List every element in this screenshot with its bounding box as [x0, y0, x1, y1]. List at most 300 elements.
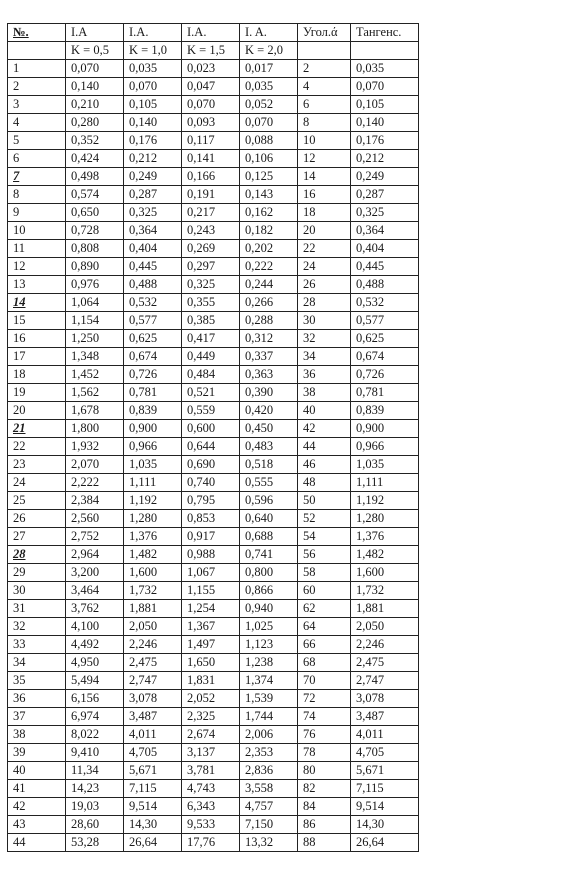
- cell-ia-k-1-5: 1,067: [182, 564, 240, 582]
- cell-tangent: 4,705: [351, 744, 419, 762]
- cell-ia-k-1-5: 1,254: [182, 600, 240, 618]
- cell-row-number: 3: [8, 96, 66, 114]
- cell-ia-k-0-5: 0,728: [66, 222, 124, 240]
- table-row: [8, 744, 419, 762]
- cell-ia-k-1-0: 1,482: [124, 546, 182, 564]
- cell-angle: 84: [298, 798, 351, 816]
- cell-ia-k-0-5: 1,932: [66, 438, 124, 456]
- cell-tangent: 0,035: [351, 60, 419, 78]
- cell-tangent: 0,287: [351, 186, 419, 204]
- cell-ia-k-2-0: 0,363: [240, 366, 298, 384]
- cell-ia-k-2-0: 0,596: [240, 492, 298, 510]
- cell-tangent: 0,105: [351, 96, 419, 114]
- cell-ia-k-0-5: 53,28: [66, 834, 124, 852]
- cell-ia-k-1-5: 0,740: [182, 474, 240, 492]
- cell-row-number: 23: [8, 456, 66, 474]
- cell-angle: 54: [298, 528, 351, 546]
- table-row: [8, 528, 419, 546]
- cell-ia-k-0-5: 1,452: [66, 366, 124, 384]
- cell-row-number: 1: [8, 60, 66, 78]
- cell-tangent: 1,482: [351, 546, 419, 564]
- cell-ia-k-1-0: 0,105: [124, 96, 182, 114]
- cell-tangent: 0,726: [351, 366, 419, 384]
- table-row: [8, 798, 419, 816]
- cell-ia-k-1-5: 1,367: [182, 618, 240, 636]
- cell-row-number: 43: [8, 816, 66, 834]
- cell-angle: 36: [298, 366, 351, 384]
- cell-tangent: 0,404: [351, 240, 419, 258]
- cell-ia-k-1-0: 9,514: [124, 798, 182, 816]
- table-row: [8, 438, 419, 456]
- cell-row-number: 26: [8, 510, 66, 528]
- cell-ia-k-1-0: 0,249: [124, 168, 182, 186]
- cell-ia-k-0-5: 5,494: [66, 672, 124, 690]
- cell-tangent: 0,176: [351, 132, 419, 150]
- cell-ia-k-2-0: 0,483: [240, 438, 298, 456]
- table-row: [8, 618, 419, 636]
- header-ia-3: I.A.: [182, 24, 240, 42]
- table-row: [8, 402, 419, 420]
- cell-ia-k-2-0: 1,374: [240, 672, 298, 690]
- cell-ia-k-1-5: 9,533: [182, 816, 240, 834]
- cell-ia-k-0-5: 0,976: [66, 276, 124, 294]
- cell-tangent: 0,488: [351, 276, 419, 294]
- cell-ia-k-0-5: 3,464: [66, 582, 124, 600]
- cell-ia-k-1-0: 1,376: [124, 528, 182, 546]
- cell-ia-k-1-0: 0,070: [124, 78, 182, 96]
- cell-ia-k-0-5: 1,064: [66, 294, 124, 312]
- cell-row-number: 9: [8, 204, 66, 222]
- cell-tangent: 0,212: [351, 150, 419, 168]
- table-row: [8, 690, 419, 708]
- cell-ia-k-1-5: 0,559: [182, 402, 240, 420]
- cell-ia-k-0-5: 4,950: [66, 654, 124, 672]
- table-row: [8, 834, 419, 852]
- cell-ia-k-1-0: 0,781: [124, 384, 182, 402]
- header-row-2: [8, 42, 419, 60]
- cell-ia-k-0-5: 2,384: [66, 492, 124, 510]
- cell-ia-k-2-0: 0,088: [240, 132, 298, 150]
- cell-ia-k-1-0: 1,280: [124, 510, 182, 528]
- cell-ia-k-1-5: 0,484: [182, 366, 240, 384]
- cell-row-number: 8: [8, 186, 66, 204]
- cell-ia-k-1-0: 2,747: [124, 672, 182, 690]
- cell-ia-k-0-5: 1,800: [66, 420, 124, 438]
- cell-row-number: 12: [8, 258, 66, 276]
- table-row: [8, 150, 419, 168]
- table-row: [8, 204, 419, 222]
- cell-ia-k-1-0: 0,140: [124, 114, 182, 132]
- cell-tangent: 0,839: [351, 402, 419, 420]
- cell-ia-k-1-5: 0,600: [182, 420, 240, 438]
- cell-row-number: 6: [8, 150, 66, 168]
- cell-ia-k-0-5: 0,650: [66, 204, 124, 222]
- cell-ia-k-1-0: 0,577: [124, 312, 182, 330]
- header-k-2-0: K = 2,0: [240, 42, 298, 60]
- table-row: [8, 420, 419, 438]
- table-row: [8, 168, 419, 186]
- table-row: [8, 474, 419, 492]
- table-row: [8, 816, 419, 834]
- cell-row-number: 16: [8, 330, 66, 348]
- cell-ia-k-2-0: 0,162: [240, 204, 298, 222]
- cell-angle: 86: [298, 816, 351, 834]
- cell-ia-k-0-5: 6,974: [66, 708, 124, 726]
- cell-row-number: 38: [8, 726, 66, 744]
- header-k-0-5: K = 0,5: [66, 42, 124, 60]
- cell-angle: 74: [298, 708, 351, 726]
- cell-ia-k-0-5: 1,348: [66, 348, 124, 366]
- cell-ia-k-2-0: 0,035: [240, 78, 298, 96]
- cell-ia-k-1-0: 1,035: [124, 456, 182, 474]
- cell-ia-k-1-0: 0,325: [124, 204, 182, 222]
- cell-ia-k-1-0: 0,035: [124, 60, 182, 78]
- cell-angle: 72: [298, 690, 351, 708]
- cell-ia-k-2-0: 0,555: [240, 474, 298, 492]
- cell-ia-k-1-5: 0,385: [182, 312, 240, 330]
- cell-ia-k-0-5: 2,070: [66, 456, 124, 474]
- cell-tangent: 1,600: [351, 564, 419, 582]
- cell-ia-k-2-0: 0,640: [240, 510, 298, 528]
- cell-angle: 78: [298, 744, 351, 762]
- cell-ia-k-0-5: 0,808: [66, 240, 124, 258]
- cell-tangent: 2,475: [351, 654, 419, 672]
- cell-tangent: 1,732: [351, 582, 419, 600]
- cell-tangent: 0,674: [351, 348, 419, 366]
- cell-ia-k-1-5: 0,269: [182, 240, 240, 258]
- cell-ia-k-1-5: 3,781: [182, 762, 240, 780]
- table-row: [8, 132, 419, 150]
- cell-row-number: 39: [8, 744, 66, 762]
- cell-ia-k-1-5: 0,191: [182, 186, 240, 204]
- cell-ia-k-0-5: 2,560: [66, 510, 124, 528]
- table-row: [8, 186, 419, 204]
- table-row: [8, 348, 419, 366]
- cell-angle: 14: [298, 168, 351, 186]
- cell-ia-k-2-0: 0,688: [240, 528, 298, 546]
- cell-ia-k-1-0: 0,839: [124, 402, 182, 420]
- cell-ia-k-1-0: 0,404: [124, 240, 182, 258]
- cell-ia-k-2-0: 0,940: [240, 600, 298, 618]
- cell-ia-k-1-0: 3,078: [124, 690, 182, 708]
- header-row-1: [8, 24, 419, 42]
- cell-angle: 52: [298, 510, 351, 528]
- cell-angle: 40: [298, 402, 351, 420]
- cell-tangent: 2,050: [351, 618, 419, 636]
- cell-ia-k-1-0: 0,212: [124, 150, 182, 168]
- cell-ia-k-1-5: 0,795: [182, 492, 240, 510]
- cell-ia-k-1-0: 2,050: [124, 618, 182, 636]
- cell-ia-k-1-0: 26,64: [124, 834, 182, 852]
- cell-ia-k-1-0: 5,671: [124, 762, 182, 780]
- cell-ia-k-1-5: 0,166: [182, 168, 240, 186]
- cell-tangent: 1,111: [351, 474, 419, 492]
- cell-ia-k-0-5: 3,762: [66, 600, 124, 618]
- table-row: [8, 456, 419, 474]
- cell-ia-k-1-5: 0,521: [182, 384, 240, 402]
- cell-ia-k-0-5: 1,250: [66, 330, 124, 348]
- cell-ia-k-1-5: 0,325: [182, 276, 240, 294]
- cell-angle: 32: [298, 330, 351, 348]
- cell-row-number: 11: [8, 240, 66, 258]
- cell-ia-k-2-0: 7,150: [240, 816, 298, 834]
- cell-ia-k-1-0: 0,726: [124, 366, 182, 384]
- table-row: [8, 636, 419, 654]
- cell-ia-k-1-5: 0,070: [182, 96, 240, 114]
- cell-angle: 68: [298, 654, 351, 672]
- cell-ia-k-2-0: 0,052: [240, 96, 298, 114]
- header-k-1-0: K = 1,0: [124, 42, 182, 60]
- cell-row-number: 33: [8, 636, 66, 654]
- cell-row-number: 21: [8, 420, 66, 438]
- cell-row-number: 24: [8, 474, 66, 492]
- cell-ia-k-0-5: 6,156: [66, 690, 124, 708]
- cell-ia-k-0-5: 0,498: [66, 168, 124, 186]
- cell-row-number: 20: [8, 402, 66, 420]
- cell-ia-k-2-0: 0,143: [240, 186, 298, 204]
- cell-ia-k-2-0: 0,337: [240, 348, 298, 366]
- header-k-empty-3: [351, 42, 419, 60]
- cell-ia-k-2-0: 1,025: [240, 618, 298, 636]
- cell-ia-k-0-5: 0,140: [66, 78, 124, 96]
- table-row: [8, 96, 419, 114]
- table-row: [8, 672, 419, 690]
- table-row: [8, 258, 419, 276]
- cell-tangent: 9,514: [351, 798, 419, 816]
- cell-ia-k-0-5: 2,964: [66, 546, 124, 564]
- table-row: [8, 762, 419, 780]
- cell-ia-k-2-0: 0,106: [240, 150, 298, 168]
- cell-row-number: 10: [8, 222, 66, 240]
- cell-row-number: 34: [8, 654, 66, 672]
- cell-ia-k-1-0: 1,111: [124, 474, 182, 492]
- cell-ia-k-1-5: 0,117: [182, 132, 240, 150]
- cell-ia-k-1-0: 0,176: [124, 132, 182, 150]
- cell-tangent: 0,577: [351, 312, 419, 330]
- cell-ia-k-1-0: 1,732: [124, 582, 182, 600]
- cell-ia-k-1-5: 17,76: [182, 834, 240, 852]
- data-table: [7, 23, 419, 852]
- cell-ia-k-1-5: 0,093: [182, 114, 240, 132]
- cell-ia-k-1-5: 0,355: [182, 294, 240, 312]
- cell-ia-k-1-5: 2,674: [182, 726, 240, 744]
- cell-tangent: 0,532: [351, 294, 419, 312]
- cell-ia-k-1-0: 0,625: [124, 330, 182, 348]
- cell-ia-k-1-0: 14,30: [124, 816, 182, 834]
- cell-ia-k-1-5: 0,988: [182, 546, 240, 564]
- cell-row-number: 5: [8, 132, 66, 150]
- table-row: [8, 330, 419, 348]
- cell-ia-k-1-5: 4,743: [182, 780, 240, 798]
- cell-tangent: 3,078: [351, 690, 419, 708]
- cell-tangent: 0,625: [351, 330, 419, 348]
- table-row: [8, 600, 419, 618]
- cell-ia-k-0-5: 1,154: [66, 312, 124, 330]
- cell-ia-k-0-5: 28,60: [66, 816, 124, 834]
- table-row: [8, 60, 419, 78]
- cell-tangent: 4,011: [351, 726, 419, 744]
- cell-tangent: 26,64: [351, 834, 419, 852]
- cell-ia-k-0-5: 0,352: [66, 132, 124, 150]
- table-row: [8, 780, 419, 798]
- cell-ia-k-0-5: 9,410: [66, 744, 124, 762]
- table-row: [8, 384, 419, 402]
- cell-ia-k-1-5: 6,343: [182, 798, 240, 816]
- cell-ia-k-0-5: 2,222: [66, 474, 124, 492]
- cell-angle: 56: [298, 546, 351, 564]
- cell-tangent: 14,30: [351, 816, 419, 834]
- cell-tangent: 1,192: [351, 492, 419, 510]
- cell-row-number: 37: [8, 708, 66, 726]
- cell-ia-k-2-0: 0,450: [240, 420, 298, 438]
- header-ia-1: I.A: [66, 24, 124, 42]
- cell-ia-k-1-0: 4,011: [124, 726, 182, 744]
- cell-angle: 24: [298, 258, 351, 276]
- header-ia-2: I.A.: [124, 24, 182, 42]
- cell-row-number: 30: [8, 582, 66, 600]
- cell-row-number: 13: [8, 276, 66, 294]
- table-row: [8, 222, 419, 240]
- table-row: [8, 276, 419, 294]
- table-row: [8, 114, 419, 132]
- cell-ia-k-0-5: 3,200: [66, 564, 124, 582]
- cell-ia-k-1-0: 0,900: [124, 420, 182, 438]
- cell-angle: 46: [298, 456, 351, 474]
- cell-tangent: 1,035: [351, 456, 419, 474]
- cell-angle: 62: [298, 600, 351, 618]
- cell-ia-k-2-0: 13,32: [240, 834, 298, 852]
- cell-ia-k-0-5: 1,562: [66, 384, 124, 402]
- cell-angle: 10: [298, 132, 351, 150]
- cell-ia-k-1-0: 1,600: [124, 564, 182, 582]
- cell-row-number: 25: [8, 492, 66, 510]
- cell-angle: 66: [298, 636, 351, 654]
- cell-ia-k-2-0: 0,800: [240, 564, 298, 582]
- cell-angle: 6: [298, 96, 351, 114]
- cell-ia-k-2-0: 0,182: [240, 222, 298, 240]
- cell-angle: 76: [298, 726, 351, 744]
- cell-ia-k-0-5: 4,100: [66, 618, 124, 636]
- cell-ia-k-1-0: 0,445: [124, 258, 182, 276]
- cell-ia-k-1-0: 1,192: [124, 492, 182, 510]
- table-row: [8, 582, 419, 600]
- cell-angle: 88: [298, 834, 351, 852]
- cell-tangent: 3,487: [351, 708, 419, 726]
- cell-angle: 30: [298, 312, 351, 330]
- cell-ia-k-0-5: 2,752: [66, 528, 124, 546]
- cell-ia-k-1-5: 1,155: [182, 582, 240, 600]
- cell-ia-k-1-0: 0,966: [124, 438, 182, 456]
- cell-ia-k-1-5: 0,047: [182, 78, 240, 96]
- table-row: [8, 366, 419, 384]
- cell-ia-k-1-5: 0,417: [182, 330, 240, 348]
- cell-row-number: 4: [8, 114, 66, 132]
- table-body: [8, 24, 419, 852]
- table-row: [8, 510, 419, 528]
- cell-angle: 82: [298, 780, 351, 798]
- cell-tangent: 0,070: [351, 78, 419, 96]
- cell-row-number: 28: [8, 546, 66, 564]
- cell-ia-k-2-0: 0,866: [240, 582, 298, 600]
- cell-ia-k-1-5: 0,297: [182, 258, 240, 276]
- cell-ia-k-2-0: 1,238: [240, 654, 298, 672]
- cell-row-number: 29: [8, 564, 66, 582]
- table-row: [8, 294, 419, 312]
- cell-tangent: 0,325: [351, 204, 419, 222]
- table-row: [8, 726, 419, 744]
- cell-ia-k-1-5: 0,243: [182, 222, 240, 240]
- table-row: [8, 546, 419, 564]
- cell-tangent: 1,881: [351, 600, 419, 618]
- table-row: [8, 312, 419, 330]
- cell-ia-k-2-0: 0,390: [240, 384, 298, 402]
- cell-ia-k-1-5: 0,141: [182, 150, 240, 168]
- cell-ia-k-2-0: 2,006: [240, 726, 298, 744]
- table-row: [8, 654, 419, 672]
- cell-angle: 4: [298, 78, 351, 96]
- cell-ia-k-1-0: 0,674: [124, 348, 182, 366]
- cell-ia-k-0-5: 11,34: [66, 762, 124, 780]
- cell-ia-k-1-0: 0,287: [124, 186, 182, 204]
- cell-ia-k-2-0: 3,558: [240, 780, 298, 798]
- cell-angle: 80: [298, 762, 351, 780]
- cell-row-number: 18: [8, 366, 66, 384]
- cell-angle: 50: [298, 492, 351, 510]
- cell-ia-k-2-0: 0,125: [240, 168, 298, 186]
- cell-angle: 70: [298, 672, 351, 690]
- table-row: [8, 240, 419, 258]
- cell-ia-k-2-0: 0,222: [240, 258, 298, 276]
- cell-tangent: 1,280: [351, 510, 419, 528]
- cell-tangent: 0,445: [351, 258, 419, 276]
- cell-tangent: 0,900: [351, 420, 419, 438]
- cell-tangent: 5,671: [351, 762, 419, 780]
- cell-ia-k-0-5: 14,23: [66, 780, 124, 798]
- cell-ia-k-2-0: 0,266: [240, 294, 298, 312]
- cell-ia-k-1-5: 0,917: [182, 528, 240, 546]
- header-k-empty-2: [298, 42, 351, 60]
- cell-ia-k-1-5: 0,449: [182, 348, 240, 366]
- cell-angle: 16: [298, 186, 351, 204]
- cell-tangent: 2,747: [351, 672, 419, 690]
- cell-ia-k-2-0: 0,288: [240, 312, 298, 330]
- cell-angle: 60: [298, 582, 351, 600]
- cell-angle: 20: [298, 222, 351, 240]
- cell-angle: 58: [298, 564, 351, 582]
- cell-tangent: 1,376: [351, 528, 419, 546]
- cell-ia-k-0-5: 0,890: [66, 258, 124, 276]
- cell-ia-k-1-5: 1,650: [182, 654, 240, 672]
- cell-angle: 26: [298, 276, 351, 294]
- cell-ia-k-1-5: 1,497: [182, 636, 240, 654]
- cell-row-number: 32: [8, 618, 66, 636]
- header-ia-4: I. A.: [240, 24, 298, 42]
- cell-ia-k-1-5: 0,690: [182, 456, 240, 474]
- cell-ia-k-0-5: 1,678: [66, 402, 124, 420]
- cell-angle: 28: [298, 294, 351, 312]
- cell-ia-k-1-5: 0,217: [182, 204, 240, 222]
- cell-ia-k-0-5: 8,022: [66, 726, 124, 744]
- cell-ia-k-1-0: 4,705: [124, 744, 182, 762]
- cell-row-number: 27: [8, 528, 66, 546]
- cell-angle: 34: [298, 348, 351, 366]
- cell-ia-k-1-0: 0,364: [124, 222, 182, 240]
- cell-row-number: 17: [8, 348, 66, 366]
- cell-ia-k-2-0: 0,420: [240, 402, 298, 420]
- cell-row-number: 35: [8, 672, 66, 690]
- cell-ia-k-2-0: 2,353: [240, 744, 298, 762]
- cell-ia-k-1-0: 0,488: [124, 276, 182, 294]
